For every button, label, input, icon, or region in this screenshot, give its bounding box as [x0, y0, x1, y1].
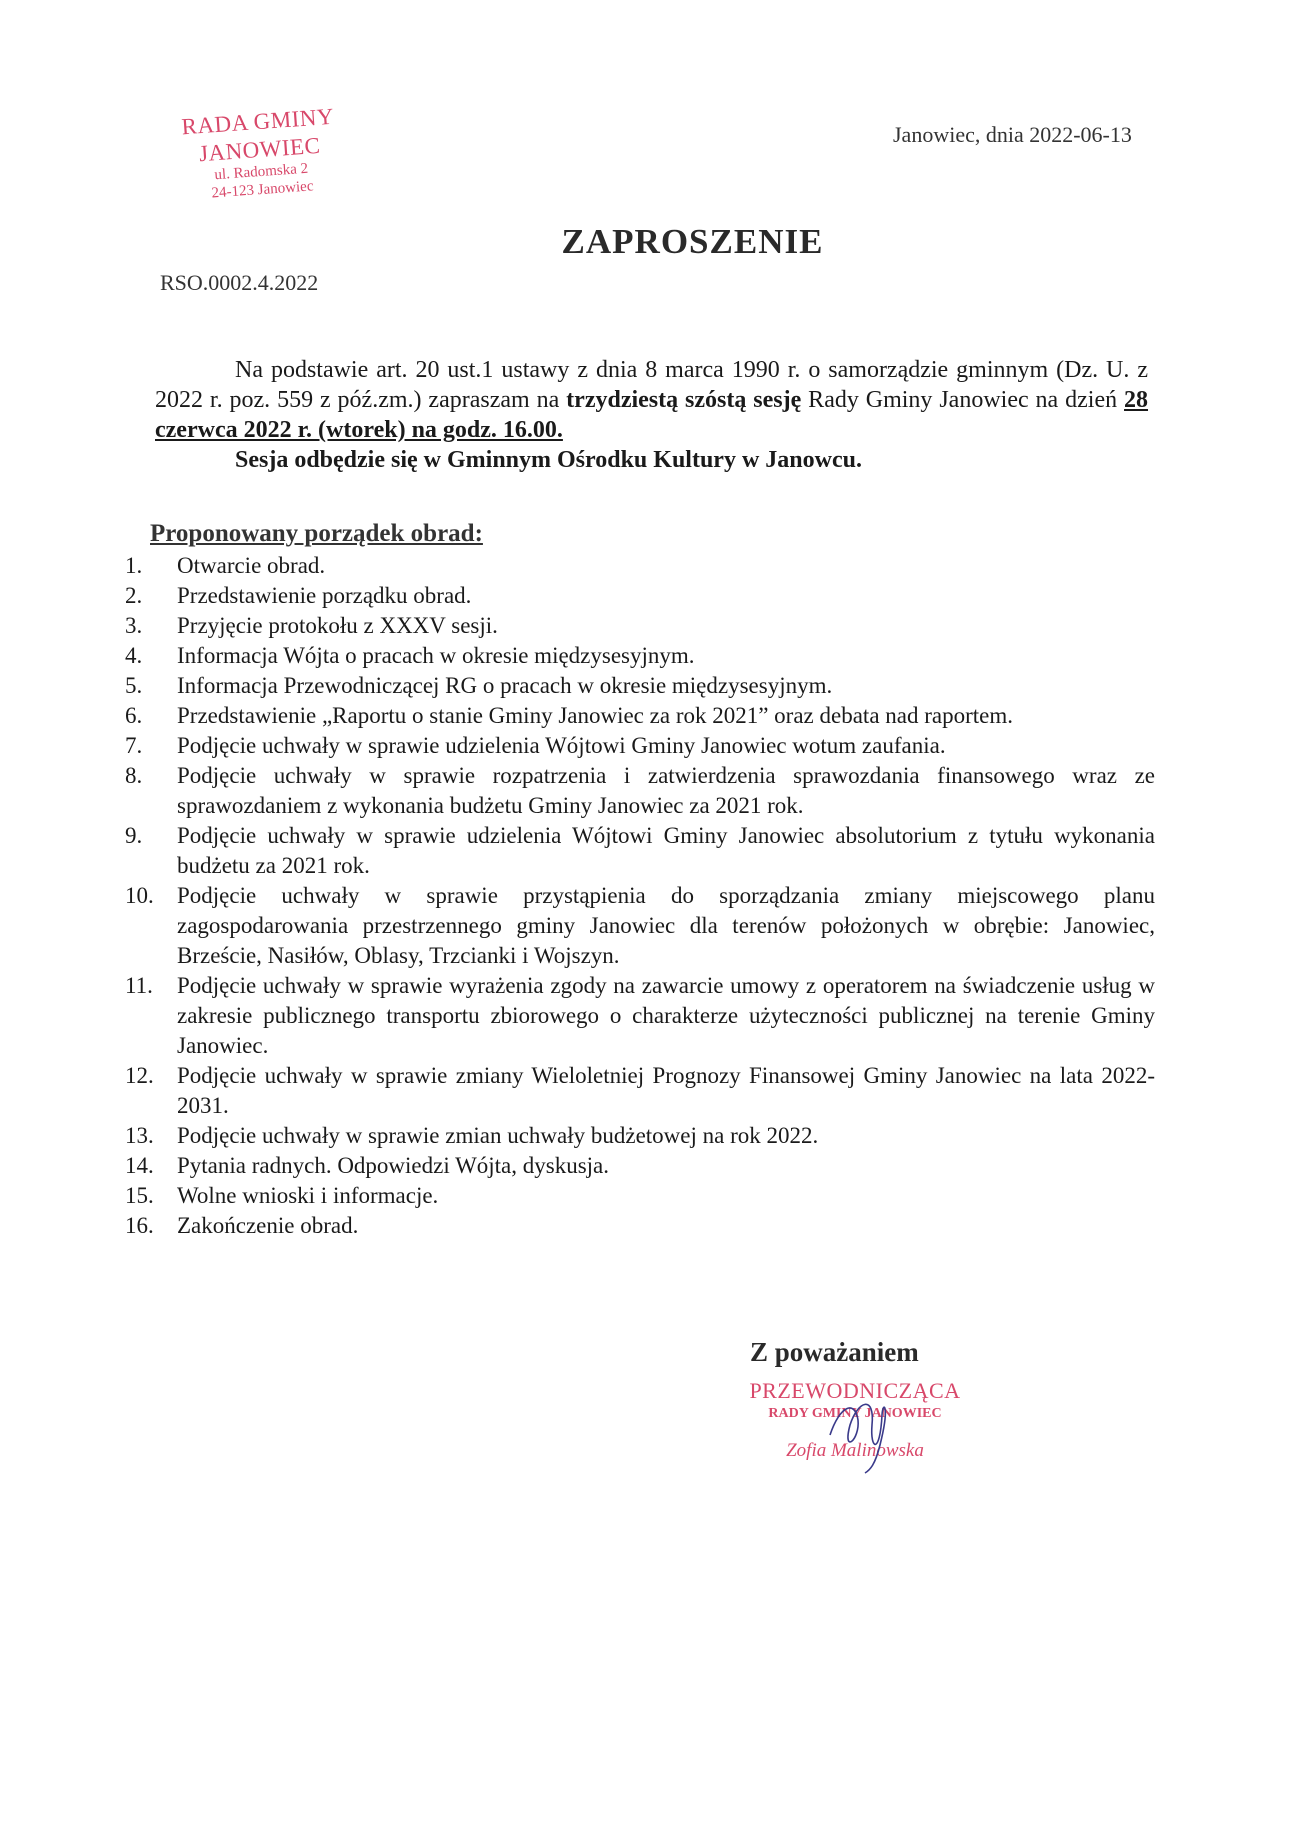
- stamp-line-1: RADA GMINY: [180, 103, 335, 140]
- agenda-item-text: Informacja Wójta o pracach w okresie międzysesyjnym.: [177, 643, 695, 668]
- agenda-item-number: 3.: [125, 613, 143, 638]
- agenda-item-text: Podjęcie uchwały w sprawie przystąpienia do sporządzania zmiany miejscowego planu zagospodarowania przestrzennego gminy Janowiec dla terenów położonych w obrębie: Janowiec, Brzeście, Nasiłów, Oblasy, Trzcianki i Wojszyn.: [177, 883, 1155, 968]
- agenda-item: [125, 551, 1155, 581]
- intro-text-2: Rady Gminy Janowiec na dzień: [801, 387, 1125, 413]
- reference-number: RSO.0002.4.2022: [160, 270, 319, 295]
- agenda-item-number: 5.: [125, 673, 143, 698]
- intro-block: [155, 355, 1148, 475]
- agenda-item-number: 16.: [125, 1213, 154, 1238]
- agenda-item: [125, 581, 1155, 611]
- stamp-line-4: 24-123 Janowiec: [211, 178, 315, 202]
- agenda-item-text: Zakończenie obrad.: [177, 1213, 359, 1238]
- agenda-item: [125, 641, 1155, 671]
- signature-title: PRZEWODNICZĄCA: [749, 1378, 961, 1403]
- agenda-item-number: 9.: [125, 823, 143, 848]
- agenda-item-number: 10.: [125, 883, 154, 908]
- intro-paragraph: [155, 355, 1148, 445]
- signature-name: Zofia Malinowska: [786, 1440, 924, 1461]
- agenda-item-number: 14.: [125, 1153, 154, 1178]
- agenda-item-text: Otwarcie obrad.: [177, 553, 326, 578]
- closing-phrase: Z poważaniem: [750, 1337, 919, 1367]
- agenda-item-text: Podjęcie uchwały w sprawie udzielenia Wójtowi Gminy Janowiec absolutorium z tytułu wykonania budżetu za 2021 rok.: [177, 823, 1155, 878]
- agenda-item-text: Podjęcie uchwały w sprawie rozpatrzenia i zatwierdzenia sprawozdania finansowego wraz ze sprawozdaniem z wykonania budżetu Gminy Janowiec za 2021 rok.: [177, 763, 1155, 818]
- session-datetime: 28 czerwca 2022 r. (wtorek) na godz. 16.00.: [155, 387, 1149, 443]
- stamp-line-2: JANOWIEC: [198, 132, 322, 166]
- agenda-item-number: 15.: [125, 1183, 154, 1208]
- council-stamp: [147, 100, 373, 206]
- agenda-item-text: Przedstawienie porządku obrad.: [177, 583, 472, 608]
- agenda-item: [125, 701, 1155, 731]
- agenda-item-text: Pytania radnych. Odpowiedzi Wójta, dyskusja.: [177, 1153, 610, 1178]
- document-date: Janowiec, dnia 2022-06-13: [893, 122, 1132, 147]
- agenda-item-text: Przyjęcie protokołu z XXXV sesji.: [177, 613, 498, 638]
- agenda-item: [125, 821, 1155, 881]
- session-number: trzydziestą szóstą sesję: [566, 387, 802, 413]
- agenda-item-number: 1.: [125, 553, 143, 578]
- agenda-item: [125, 671, 1155, 701]
- document-title: ZAPROSZENIE: [561, 222, 824, 261]
- agenda-item-number: 12.: [125, 1063, 154, 1088]
- intro-text-1: Na podstawie art. 20 ust.1 ustawy z dnia 8 marca 1990 r. o samorządzie gminnym (Dz. U. z 2022 r. poz. 559 z póź.zm.) zapraszam na: [155, 357, 1148, 413]
- agenda-item-text: Podjęcie uchwały w sprawie zmiany Wieloletniej Prognozy Finansowej Gminy Janowiec na lata 2022-2031.: [177, 1063, 1155, 1118]
- agenda-item-number: 11.: [125, 973, 153, 998]
- agenda-item: [125, 761, 1155, 821]
- handwritten-signature: [820, 1385, 910, 1475]
- agenda-item-number: 6.: [125, 703, 143, 728]
- agenda-item-text: Podjęcie uchwały w sprawie wyrażenia zgody na zawarcie umowy z operatorem na świadczenie usług w zakresie publicznego transportu zbiorowego o charakterze użyteczności publicznej na terenie Gminy Janowiec.: [177, 973, 1155, 1058]
- agenda-item-text: Informacja Przewodniczącej RG o pracach w okresie międzysesyjnym.: [177, 673, 833, 698]
- agenda-item-number: 8.: [125, 763, 143, 788]
- agenda-item: [125, 1151, 1155, 1181]
- agenda-item-text: Przedstawienie „Raportu o stanie Gminy Janowiec za rok 2021” oraz debata nad raportem.: [177, 703, 1013, 728]
- agenda-item: [125, 1121, 1155, 1151]
- agenda-item: [125, 1211, 1155, 1241]
- agenda-item: [125, 1181, 1155, 1211]
- signature-body: RADY GMINY JANOWIEC: [768, 1406, 942, 1421]
- agenda-item: [125, 971, 1155, 1061]
- session-venue: Sesja odbędzie się w Gminnym Ośrodku Kultury w Janowcu.: [235, 447, 862, 473]
- agenda-item-number: 7.: [125, 733, 143, 758]
- agenda-item: [125, 611, 1155, 641]
- agenda-item: [125, 881, 1155, 971]
- agenda-item-text: Podjęcie uchwały w sprawie zmian uchwały budżetowej na rok 2022.: [177, 1123, 819, 1148]
- agenda-list: [125, 551, 1155, 1241]
- agenda-item: [125, 731, 1155, 761]
- agenda-item-number: 4.: [125, 643, 143, 668]
- agenda-item-text: Wolne wnioski i informacje.: [177, 1183, 439, 1208]
- agenda-item-number: 13.: [125, 1123, 154, 1148]
- agenda-item: [125, 1061, 1155, 1121]
- stamp-line-3: ul. Radomska 2: [213, 160, 309, 184]
- agenda-title: Proponowany porządek obrad:: [150, 520, 483, 547]
- agenda-item-number: 2.: [125, 583, 143, 608]
- agenda-item-text: Podjęcie uchwały w sprawie udzielenia Wójtowi Gminy Janowiec wotum zaufania.: [177, 733, 946, 758]
